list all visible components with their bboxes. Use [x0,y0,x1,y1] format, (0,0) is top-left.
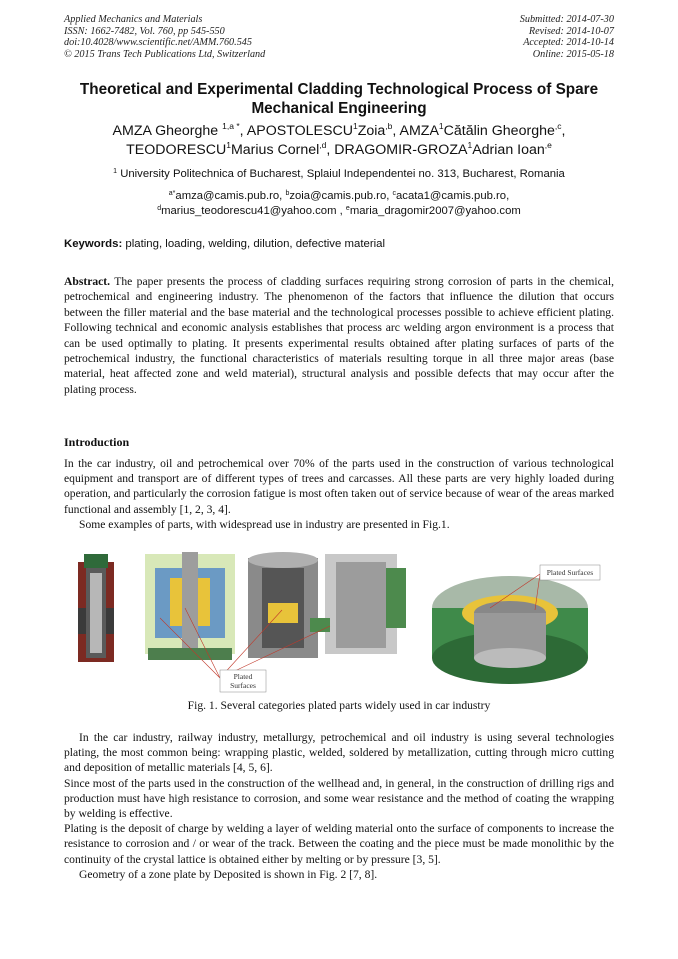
plated-surfaces-label: Plated Surfaces [546,568,594,577]
intro-paragraph-1: In the car industry, oil and petrochemical over 70% of the parts used in the construction of various technological equipment and transport are of different types of trees and carcasses. All these parts are very highly loaded during operation, and particularly the corrosion fatigue is most often taken out of service because of wear of the areas marked functional and assembly [1, 2, 3, 4]. [64,457,614,516]
email-link[interactable]: marius_teodorescu41@yahoo.com [161,205,337,217]
author-sup: ,c [554,121,562,131]
plated-label-line-1: Plated [233,672,253,681]
pipe-part-image [78,554,114,662]
section-heading-introduction: Introduction [64,435,130,449]
author-line-2: TEODORESCU$^1$Marius Cornel$^{,d}$, DRAGOMIR-GROZA$^1$Adrian Ioan$^{,e}$ [126,139,552,158]
affiliation: $^1$ University Politechnica of Bucharest, Splaiul Independentei no. 313, Bucharest, Romania [113,168,565,180]
abstract-text: The paper presents the process of cladding surfaces requiring strong corrosion of parts in the chemical, petrochemical and engineering industry. The phenomenon of the factors that influence the dilution that occurs between the filler material and the base material and the technological processes possible to achieve efficient plating. Following technical and economic analysis establishes that process arc welding argon environment is a process that can be used optimally to plating. It presents experimental results obtained after plating surfaces of parts of the petrochemical industry, the functional characteristics of materials resulting torque in all three major areas (base material, heat affected zone and weld material), structural analysis and possible defects that may occur after the plating process. [64,275,614,396]
figure-1-caption: Fig. 1. Several categories plated parts widely used in car industry [187,699,491,712]
author-name: DRAGOMIR-GROZA [334,141,468,158]
email-line-2: $^d$marius_teodorescu41@yahoo.com , $^e$maria_dragomir2007@yahoo.com [157,205,521,217]
journal-name: Applied Mechanics and Materials [64,14,203,25]
keywords-list: plating, loading, welding, dilution, defective material [125,238,386,250]
date-revised: Revised: 2014-10-07 [528,25,614,37]
author-given-name: Marius Cornel [230,141,320,158]
author-given-name: Cătălin Gheorghe [443,123,555,139]
body-paragraph-3: Plating is the deposit of charge by welding a layer of welding material onto the surface of components to increase the resistance to corrosion and / or wear of the track. Between the coating and the piece must be made monolithic by the continuity of the crystal lattice is obtained either by melting or by pressure [3, 5]. [64,822,614,866]
author-line-1: AMZA Gheorghe $^{1,a *}$, APOSTOLESCU$^1$Zoia$^{,b}$, AMZA$^1$Cătălin Gheorghe$^{,c}$, [112,121,566,139]
author-list [40,122,638,159]
keywords-label: Keywords: [64,238,123,250]
author-name: APOSTOLESCU [246,123,353,139]
author-sup: ,b [385,121,393,131]
email-line-1: $^{a*}$amza@camis.pub.ro, $^b$zoia@camis.pub.ro, $^c$acata1@camis.pub.ro, [168,190,510,202]
email-link[interactable]: maria_dragomir2007@yahoo.com [349,205,521,217]
author-name: AMZA [399,123,439,139]
intro-paragraphs [64,456,614,532]
body-paragraphs [64,730,614,882]
email-link[interactable]: amza@camis.pub.ro [175,190,280,202]
valve-body-image [310,554,406,654]
body-paragraph-1: In the car industry, railway industry, metallurgy, petrochemical and oil industry is using several technologies plating, the most common being: wrapping plastic, welded, soldered by metallization, cutting through micro cutting and deposition of metallic materials [4, 5, 6]. [64,731,614,775]
title-line-2: Mechanical Engineering [251,100,427,117]
journal-doi: doi:10.4028/www.scientific.net/AMM.760.545 [64,37,252,49]
cylinder-part-image [248,552,318,658]
publication-dates [520,14,614,60]
keywords [64,237,614,251]
figure-1-plated-parts [70,548,616,694]
journal-info [64,14,265,60]
intro-paragraph-2: Some examples of parts, with widespread use in industry are presented in Fig.1. [79,517,450,531]
body-paragraph-2: Since most of the parts used in the construction of the wellhead and, in general, in the construction of drilling rigs and production must have high resistance to corrosion, and some wear resistance and the method of coating the wrapping by welding is effective. [64,776,614,821]
wellhead-part-image [145,552,235,660]
flange-part-image [432,576,588,684]
date-accepted: Accepted: 2014-10-14 [523,37,614,49]
paper-title [40,80,638,118]
author-sup: 1,a * [222,121,240,131]
body-paragraph-4: Geometry of a zone plate by Deposited is shown in Fig. 2 [7, 8]. [79,867,378,881]
journal-issn: ISSN: 1662-7482, Vol. 760, pp 545-550 [64,25,225,37]
author-sup: ,d [319,139,327,150]
author-emails [40,189,638,219]
email-link[interactable]: acata1@camis.pub.ro [396,190,507,202]
author-given-name: Zoia [357,123,386,139]
author-name: AMZA Gheorghe [112,123,223,139]
abstract-label: Abstract. [64,275,111,288]
author-given-name: Adrian Ioan [472,141,545,158]
abstract [64,274,614,397]
author-name: TEODORESCU [126,141,227,158]
date-online: Online: 2015-05-18 [532,48,614,60]
journal-copyright: © 2015 Trans Tech Publications Ltd, Switzerland [64,48,266,60]
author-sup: ,e [544,139,552,150]
plated-label-line-2: Surfaces [230,681,256,690]
title-line-1: Theoretical and Experimental Cladding Technological Process of Spare [79,81,599,98]
date-submitted: Submitted: 2014-07-30 [519,14,614,25]
email-link[interactable]: zoia@camis.pub.ro [289,190,387,202]
